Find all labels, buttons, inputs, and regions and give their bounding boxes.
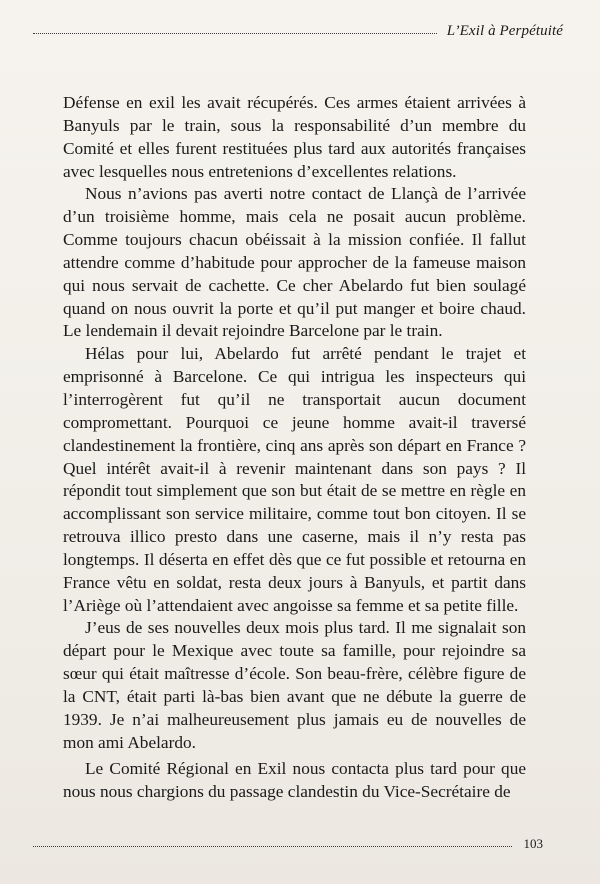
running-footer bbox=[33, 828, 543, 852]
running-header bbox=[33, 16, 563, 40]
footer-dotted-rule bbox=[33, 846, 512, 847]
paragraph-2: Nous n’avions pas averti notre contact de Llançà de l’arrivée d’un troisième homme, mais cela ne posait aucun problème. Comme toujours chacun obéissait à la mission confiée. Il fallut attendre comme d’habitude pour approcher de la fameuse maison qui nous servait de cachette. Ce cher Abelardo fut bien soulagé quand on nous ouvrit la porte et qu’il put manger et boire chaud. Le lendemain il devait rejoindre Barcelone par le train. bbox=[63, 184, 526, 341]
paragraph-3: Hélas pour lui, Abelardo fut arrêté pendant le trajet et emprisonné à Barcelone. Ce qui intrigua les inspecteurs qui l’interrogèrent fut qu’il ne transportait aucun document compromettant. Pourquoi ce jeune homme avait-il traversé clandestinement la frontière, cinq ans après son départ en France ? Quel intérêt avait-il à revenir maintenant dans son pays ? Il répondit tout simplement que son but était de se mettre en règle en accomplissant son service militaire, comme tout bon citoyen. Il se retrouva illico presto dans une caserne, mais il n’y resta pas longtemps. Il déserta en effet dès que ce fut possible et retourna en France vêtu en soldat, resta deux jours à Banyuls, et partit dans l’Ariège où l’attendaient avec angoisse sa femme et sa petite fille. bbox=[63, 344, 526, 615]
paragraph-4: J’eus de ses nouvelles deux mois plus tard. Il me signalait son départ pour le Mexique avec toute sa famille, pour rejoindre sa sœur qui était maîtresse d’école. Son beau-frère, célèbre figure de la CNT, était parti là-bas bien avant que ne débute la guerre de 1939. Je n’ai malheureusement plus jamais eu de nouvelles de mon ami Abelardo. bbox=[63, 618, 526, 752]
running-title: L’Exil à Perpétuité bbox=[446, 23, 563, 39]
paragraph-1: Défense en exil les avait récupérés. Ces armes étaient arrivées à Banyuls par le train, sous la responsabilité d’un membre du Comité et elles furent restituées plus tard aux autorités françaises avec lesquelles nous entretenions d’excellentes relations. bbox=[63, 93, 526, 181]
page-number: 103 bbox=[523, 836, 543, 851]
paragraph-5: Le Comité Régional en Exil nous contacta plus tard pour que nous nous chargions du passage clandestin du Vice-Secrétaire de bbox=[63, 759, 526, 802]
body-text bbox=[63, 92, 526, 804]
header-dotted-rule bbox=[33, 33, 437, 34]
